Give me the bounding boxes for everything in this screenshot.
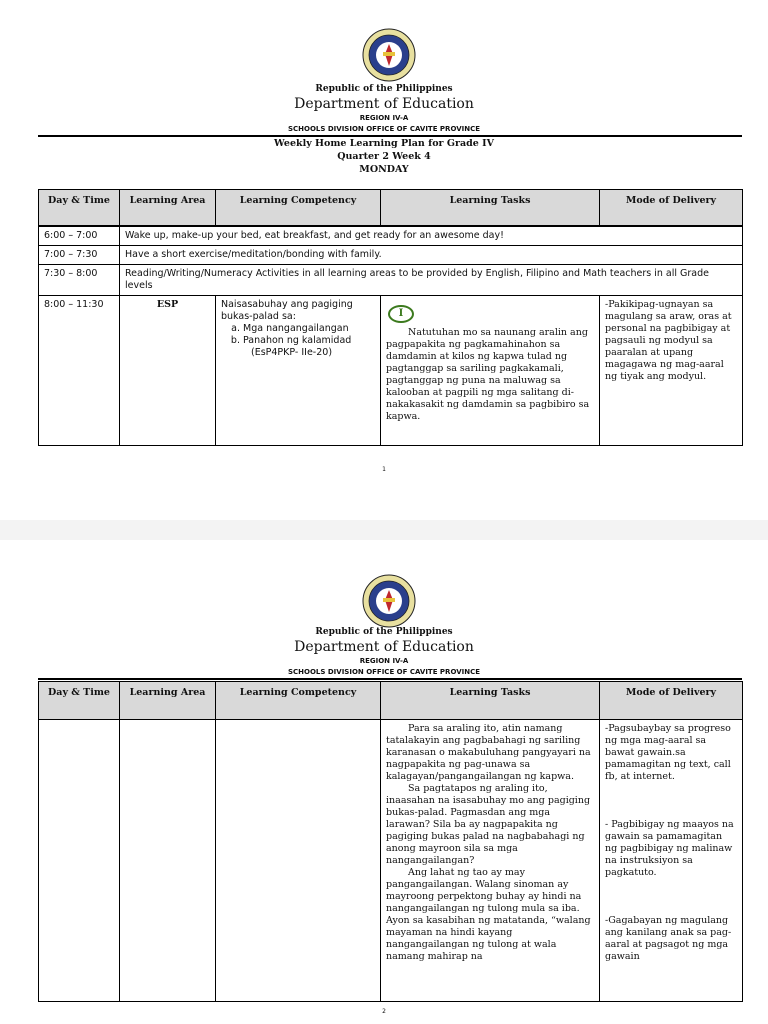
empty-competency-cell <box>216 720 381 1002</box>
learning-plan-table <box>38 681 743 1002</box>
task-paragraph: Natutuhan mo sa naunang aralin ang pagpapakita ng pagkamahinahon sa damdamin at kilos ng kapwa tulad ng pagtanggap sa sariling pagkakamali, pagtanggap ng puna na maluwag sa kalooban at pagpili ng mga salitang di-nakakasakit ng damdamin sa pagbibiro sa kapwa. <box>386 327 590 422</box>
page-gap <box>0 520 768 540</box>
row-activity: Wake up, make-up your bed, eat breakfast, and get ready for an awesome day! <box>120 227 743 246</box>
department-title: Department of Education <box>294 639 474 655</box>
department-title: Department of Education <box>294 96 474 112</box>
task-paragraph: Sa pagtatapos ng araling ito, inaasahan na isasabuhay mo ang pagiging bukas-palad. Pagmasdan ang mga larawan? Sila ba ay nagpapakita ng pagiging bukas palad na nagbabahagi ng anong mayroon sila sa mga nangangailangan? <box>386 783 591 866</box>
row-time: 7:00 – 7:30 <box>39 246 120 265</box>
competency-list <box>221 323 375 347</box>
col-header-learning-competency: Learning Competency <box>216 682 381 720</box>
col-header-learning-competency: Learning Competency <box>216 190 381 226</box>
col-header-day-time: Day & Time <box>39 682 120 720</box>
esp-learning-area: ESP <box>120 296 216 446</box>
learning-plan-table <box>38 189 743 446</box>
plan-title: Weekly Home Learning Plan for Grade IV <box>274 138 494 149</box>
col-header-learning-area: Learning Area <box>120 190 216 226</box>
esp-competency <box>216 296 381 446</box>
region-label: REGION IV-A <box>359 114 409 122</box>
competency-item: b. Panahon ng kalamidad <box>243 335 375 347</box>
col-header-mode-of-delivery: Mode of Delivery <box>600 190 743 226</box>
table-row <box>39 265 743 296</box>
table-row-continued <box>39 720 743 1002</box>
competency-item: a. Mga nangangailangan <box>243 323 375 335</box>
row-time: 6:00 – 7:00 <box>39 227 120 246</box>
col-header-day-time: Day & Time <box>39 190 120 226</box>
table-row <box>39 246 743 265</box>
empty-area-cell <box>120 720 216 1002</box>
row-activity: Have a short exercise/meditation/bonding with family. <box>120 246 743 265</box>
esp-learning-task <box>381 296 600 446</box>
mode-paragraph: -Gagabayan ng magulang ang kanilang anak sa pag-aaral at pagsagot ng mga gawain <box>605 915 732 962</box>
esp-mode-of-delivery: -Pakikipag-ugnayan sa magulang sa araw, oras at personal na pagbibigay at pagsauli ng modyul sa paaralan at upang magagawa ng mag-aaral ng tiyak ang modyul. <box>600 296 743 446</box>
deped-seal-icon <box>362 28 416 82</box>
quarter-label: Quarter 2 Week 4 <box>337 151 431 162</box>
continued-learning-tasks <box>381 720 600 1002</box>
table-row <box>39 227 743 246</box>
table-header-row <box>39 190 743 226</box>
continued-mode-of-delivery <box>600 720 743 1002</box>
col-header-mode-of-delivery: Mode of Delivery <box>600 682 743 720</box>
competency-code: (EsP4PKP- IIe-20) <box>251 347 333 358</box>
page-number: 1 <box>382 466 386 473</box>
competency-intro: Naisasabuhay ang pagiging bukas-palad sa: <box>221 299 353 322</box>
table-row-esp <box>39 296 743 446</box>
republic-label: Republic of the Philippines <box>315 84 453 94</box>
empty-time-cell <box>39 720 120 1002</box>
col-header-learning-tasks: Learning Tasks <box>381 190 600 226</box>
lesson-marker-icon: I <box>388 305 414 323</box>
row-activity: Reading/Writing/Numeracy Activities in all learning areas to be provided by English, Filipino and Math teachers in all Grade levels <box>120 265 743 296</box>
division-label: SCHOOLS DIVISION OFFICE OF CAVITE PROVINCE <box>287 125 481 133</box>
col-header-learning-tasks: Learning Tasks <box>381 682 600 720</box>
row-time: 7:30 – 8:00 <box>39 265 120 296</box>
table-header-row <box>39 682 743 720</box>
division-label: SCHOOLS DIVISION OFFICE OF CAVITE PROVINCE <box>287 668 481 676</box>
mode-paragraph: - Pagbibigay ng maayos na gawain sa pamamagitan ng pagbibigay ng malinaw na instruksiyon sa pagkatuto. <box>605 819 734 878</box>
document-page-2 <box>0 540 768 1024</box>
region-label: REGION IV-A <box>359 657 409 665</box>
col-header-learning-area: Learning Area <box>120 682 216 720</box>
page-number: 2 <box>382 1008 386 1015</box>
task-paragraph: Ang lahat ng tao ay may pangangailangan. Walang sinoman ay mayroong perpektong buhay ay hindi na nangangailangan ng tulong mula sa iba. Ayon sa kasabihan ng matatanda, “walang mayaman na hindi kayang nangangailangan ng tulong at wala namang mahirap na <box>386 867 591 962</box>
header-divider <box>38 135 742 137</box>
deped-seal-icon <box>362 574 416 628</box>
header-divider <box>38 678 742 680</box>
republic-label: Republic of the Philippines <box>315 627 453 637</box>
task-paragraph: Para sa araling ito, atin namang tatalakayin ang pagbabahagi ng sariling karanasan o makabuluhang pangyayari na nagpapakita ng pag-unawa sa kalagayan/pangangailangan ng kapwa. <box>386 723 591 782</box>
mode-paragraph: -Pagsubaybay sa progreso ng mga mag-aaral sa bawat gawain.sa pamamagitan ng text, call fb, at internet. <box>605 723 731 782</box>
esp-time: 8:00 – 11:30 <box>39 296 120 446</box>
day-label: MONDAY <box>359 164 409 175</box>
